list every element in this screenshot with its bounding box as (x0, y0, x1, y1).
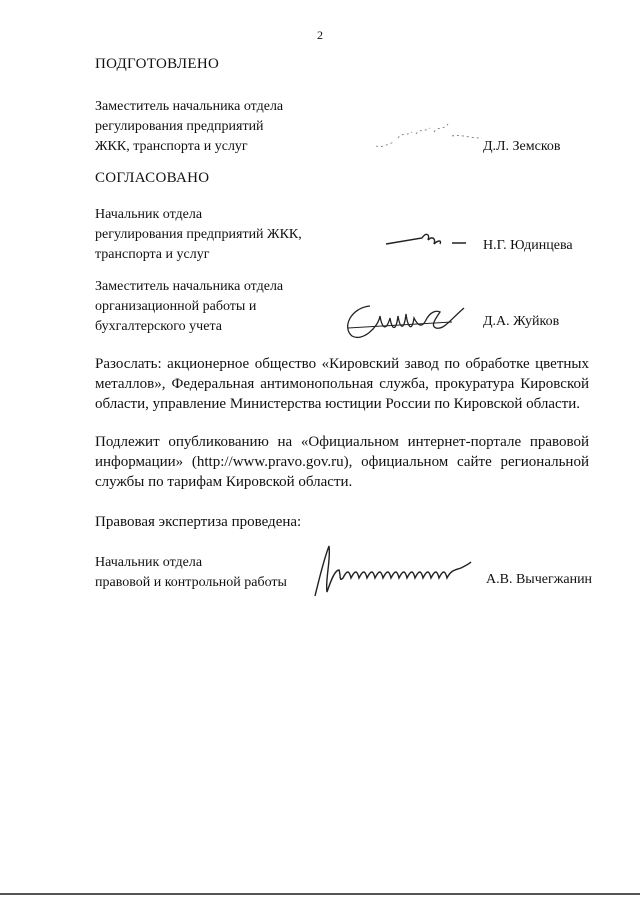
legal-review-name: А.В. Вычегжанин (486, 572, 593, 587)
position-line: регулирования предприятий (95, 119, 264, 134)
position-line: организационной работы и (95, 299, 257, 314)
paragraph-line: службы по тарифам Кировской области. (95, 474, 353, 490)
paragraph-line: области, управление Министерства юстиции России по Кировской области. (95, 396, 581, 412)
agreed-position-2 (95, 277, 283, 337)
prepared-name: Д.Л. Земсков (483, 139, 561, 154)
signature-vychegzhanin (305, 540, 477, 600)
signature-zhuikov (340, 298, 470, 344)
agreed-position-1 (95, 205, 302, 265)
position-line: транспорта и услуг (95, 247, 210, 262)
legal-review-statement: Правовая экспертиза проведена: (95, 514, 302, 530)
position-line: ЖКК, транспорта и услуг (95, 139, 248, 154)
page-number: 2 (317, 28, 323, 42)
position-line: правовой и контрольной работы (95, 575, 287, 590)
position-line: регулирования предприятий ЖКК, (95, 227, 302, 242)
paragraph-line: Подлежит опубликованию на «Официальном интернет-портале правовой (95, 434, 589, 450)
position-line: бухгалтерского учета (95, 319, 222, 334)
signature-yudintseva (384, 228, 469, 252)
agreed-name-2: Д.А. Жуйков (483, 314, 560, 329)
prepared-heading: ПОДГОТОВЛЕНО (95, 56, 220, 72)
paragraph-line: Разослать: акционерное общество «Кировский завод по обработке цветных (95, 356, 589, 372)
position-line: Заместитель начальника отдела (95, 279, 284, 294)
prepared-position (95, 97, 283, 157)
paragraph-line: металлов», Федеральная антимонопольная служба, прокуратура Кировской (95, 376, 589, 392)
agreed-heading: СОГЛАСОВАНО (95, 170, 210, 186)
publication-paragraph (95, 432, 589, 492)
position-line: Начальник отдела (95, 207, 203, 222)
legal-review-position (95, 553, 287, 593)
paragraph-line: информации» (http://www.pravo.gov.ru), официальном сайте региональной (95, 454, 589, 470)
agreed-name-1: Н.Г. Юдинцева (483, 238, 573, 253)
signature-zemskov (372, 118, 487, 154)
distribution-paragraph (95, 354, 589, 414)
position-line: Начальник отдела (95, 555, 203, 570)
position-line: Заместитель начальника отдела (95, 99, 284, 114)
page-bottom-edge (0, 893, 640, 895)
